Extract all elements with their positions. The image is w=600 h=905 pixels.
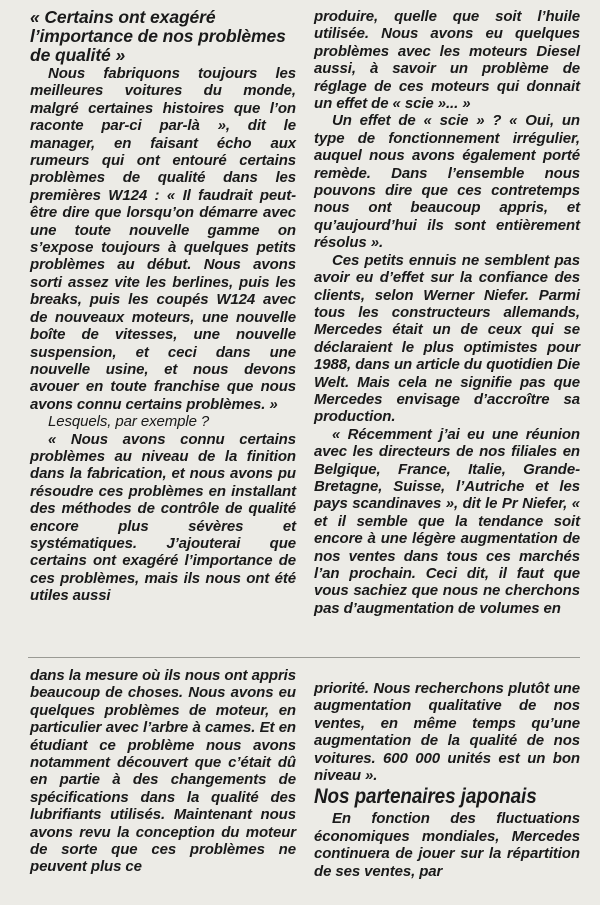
paragraph: produire, quelle que soit l’huile utilisée. Nous avons eu quelques problèmes avec les moteurs Diesel aussi, à savoir un problème de réglage de ces moteurs qui donnait un effet de « scie »... » [314,8,580,113]
section-subheading: Nos partenaires japonais [314,785,537,809]
paragraph: En fonction des fluctuations économiques mondiales, Mercedes continuera de jouer sur la répartition de ses ventes, par [314,810,580,880]
paragraph: Ces petits ennuis ne semblent pas avoir eu d’effet sur la confiance des clients, selon Werner Niefer. Parmi tous les constructeurs allemands, Mercedes était un de ceux qui se déclaraient le plus optimistes pour 1988, dans un article du quotidien Die Welt. Mais cela ne signifie pas que Mercedes envisage d’accroître sa production. [314,251,580,426]
paragraph: Un effet de « scie » ? « Oui, un type de fonctionnement irrégulier, auquel nous avons également porté remède. Dans l’ensemble nous pouvons dire que ces contretemps nous ont beaucoup appris, et qu’aujourd’hui ils sont entièrement résolus ». [314,112,580,252]
paragraph: « Nous avons connu certains problèmes au niveau de la finition dans la fabrication, et nous avons pu résoudre ces problèmes en installant des méthodes de contrôle de qualité encore plus sévères et systématiques. J’ajouterai que certains ont exagéré l’importance de ces problèmes, mais ils nous ont été utiles aussi [30,430,296,605]
column-4 [314,680,580,880]
column-1 [30,8,296,605]
section-divider [28,657,580,658]
paragraph: Nous fabriquons toujours les meilleures voitures du monde, malgré certaines histoires que l’on raconte par-ci par-là », dit le manager, en faisant écho aux rumeurs qui ont entouré certains problèmes de qualité dans les premières W124 : « Il faudrait peut-être dire que lorsqu’on démarre avec une toute nouvelle gamme on s’expose toujours à quelques petits problèmes au début. Nous avons sorti assez vite les berlines, puis les breaks, puis les coupés W124 avec de nouveaux moteurs, une nouvelle boîte de vitesses, une nouvelle suspension, et ceci dans une nouvelle usine, et nous devons avouer en toute franchise que nous avons connu certains problèmes. » [30,65,296,413]
article-headline: « Certains ont exagéré l’importance de nos problèmes de qualité » [30,7,286,65]
column-3 [30,667,296,876]
paragraph: priorité. Nous recherchons plutôt une augmentation qualitative de nos ventes, en même temps qu’une augmentation de la qualité de nos voitures. 600 000 unités est un bon niveau ». [314,680,580,785]
paragraph: « Récemment j’ai eu une réunion avec les directeurs de nos filiales en Belgique, France, Italie, Grande-Bretagne, Suisse, l’Autriche et les pays scandinaves », dit le Pr Niefer, « et il semble que la tendance soit encore à une légère augmentation de nos ventes dans tous ces marchés l’an prochain. Ceci dit, il faut que vous sachiez que nous ne cherchons pas d’augmentation de volumes en [314,425,580,617]
paragraph: dans la mesure où ils nous ont appris beaucoup de choses. Nous avons eu quelques problèmes de moteur, en particulier avec l’arbre à cames. Et en étudiant ce problème nous avons notamment découvert que c’était dû en partie à des changements de spécifications dans la qualité des lubrifiants utilisés. Maintenant nous avons revu la conception du moteur de sorte que ces problèmes ne peuvent plus ce [30,667,296,876]
column-2 [314,8,580,617]
question-paragraph: Lesquels, par exemple ? [48,413,210,431]
